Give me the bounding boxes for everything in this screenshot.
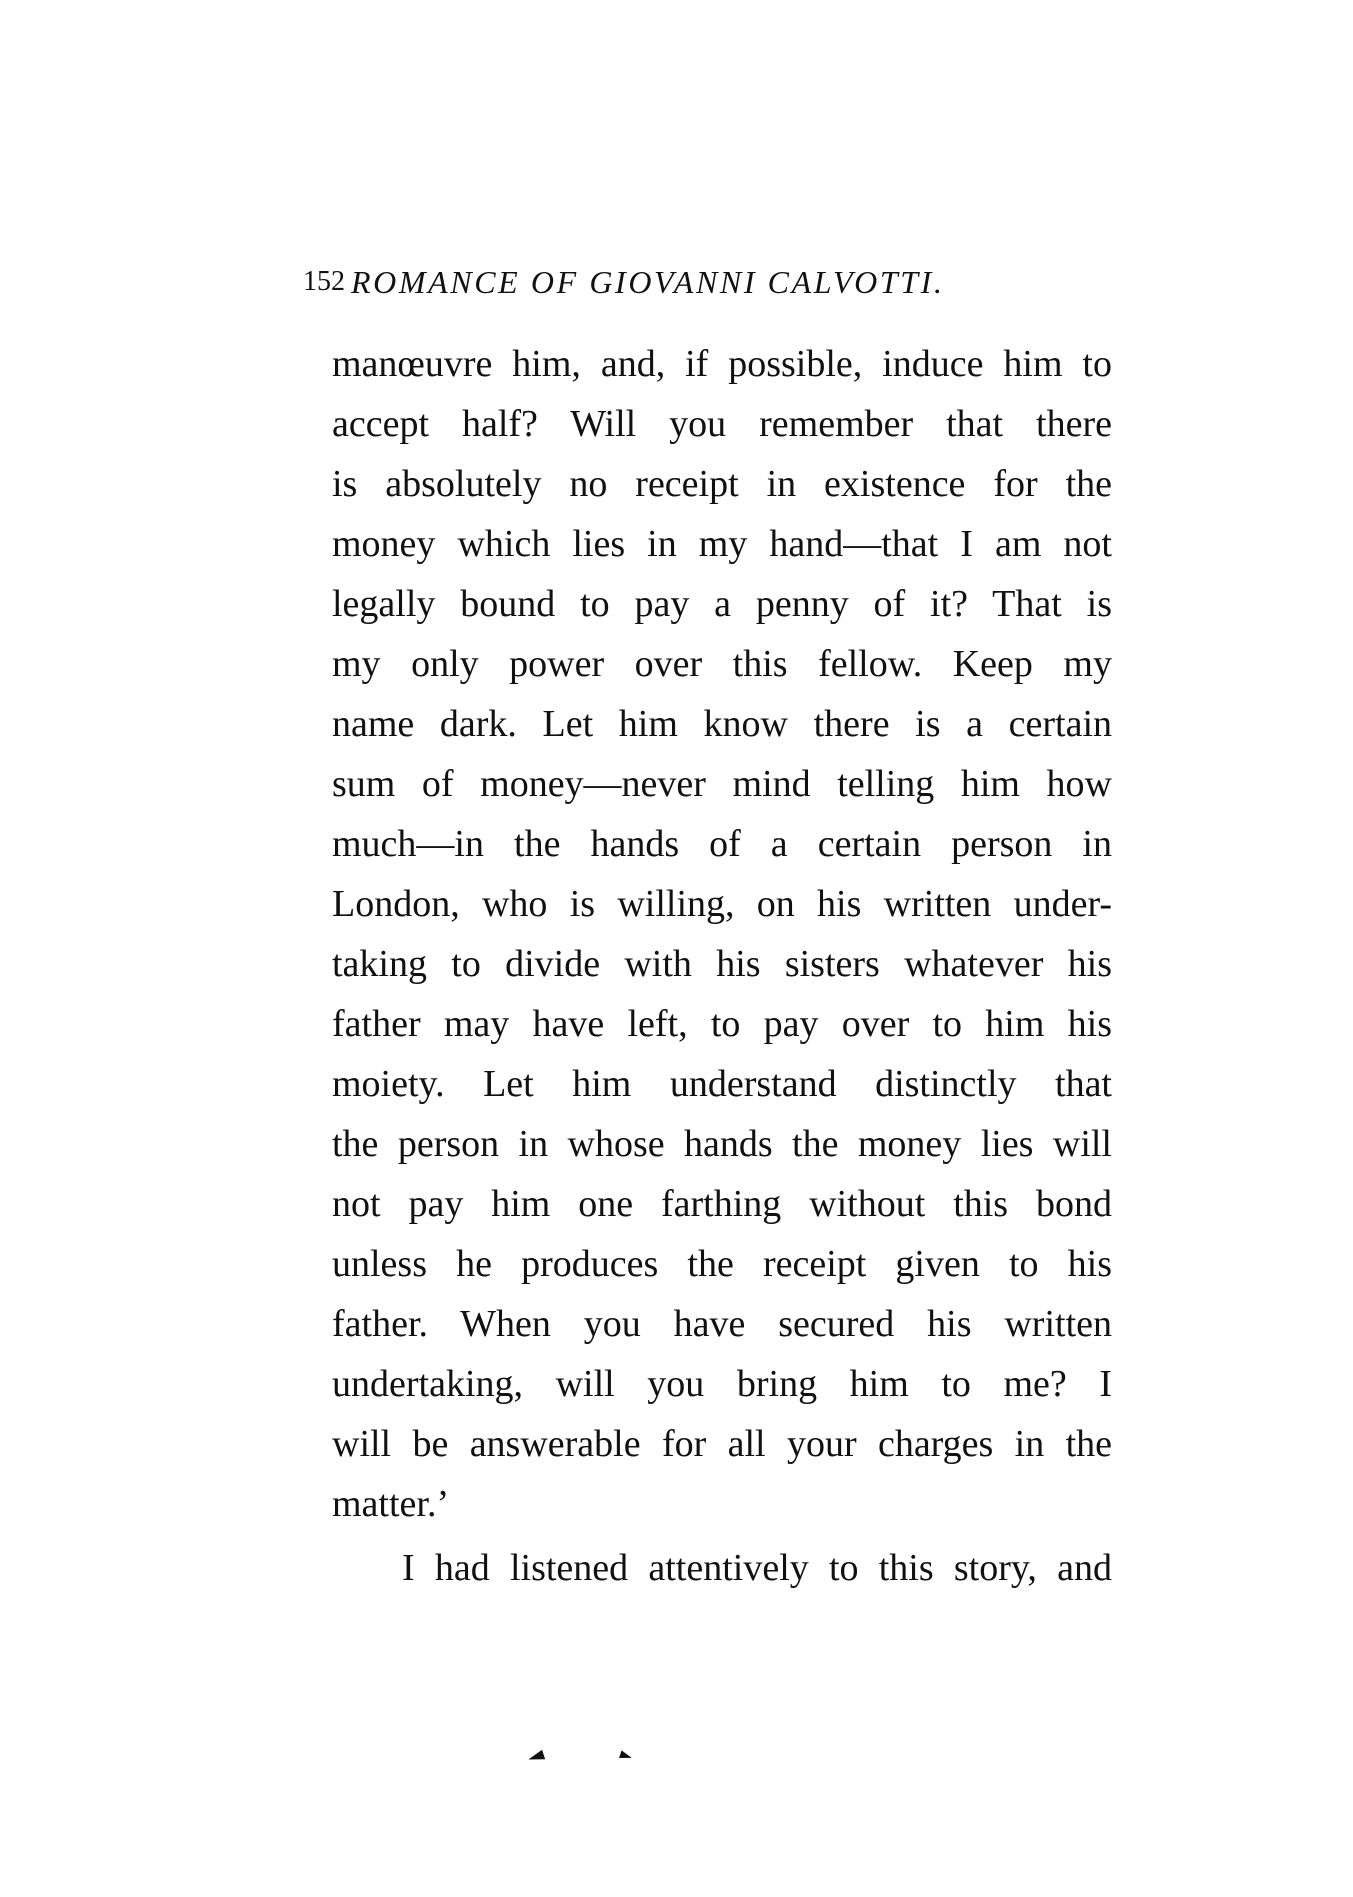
text-line: London, who is willing, on his written under- <box>332 883 1112 925</box>
text-line: sum of money—never mind telling him how <box>332 763 1112 805</box>
body-text <box>332 334 1112 1598</box>
text-line: is absolutely no receipt in existence for the <box>332 463 1112 505</box>
text-line: my only power over this fellow. Keep my <box>332 643 1112 685</box>
text-line: not pay him one farthing without this bond <box>332 1183 1112 1225</box>
text-line: name dark. Let him know there is a certain <box>332 703 1112 745</box>
text-line: money which lies in my hand—that I am not <box>332 523 1112 565</box>
paragraph-first-line: I had listened attentively to this story, and <box>402 1547 1112 1589</box>
running-title: ROMANCE OF GIOVANNI CALVOTTI. <box>351 264 945 300</box>
text-line: much—in the hands of a certain person in <box>332 823 1112 865</box>
text-line: will be answerable for all your charges in the <box>332 1423 1112 1465</box>
running-head <box>303 262 1063 302</box>
text-line: father may have left, to pay over to him his <box>332 1003 1112 1045</box>
text-line: moiety. Let him understand distinctly that <box>332 1063 1112 1105</box>
text-line: undertaking, will you bring him to me? I <box>332 1363 1112 1405</box>
text-line: the person in whose hands the money lies will <box>332 1123 1112 1165</box>
text-line: taking to divide with his sisters whatever his <box>332 943 1112 985</box>
text-line: accept half? Will you remember that there <box>332 403 1112 445</box>
text-line: unless he produces the receipt given to his <box>332 1243 1112 1285</box>
ink-mark-left <box>527 1750 545 1764</box>
text-line: manœuvre him, and, if possible, induce him to <box>332 343 1112 385</box>
ink-mark-right <box>619 1750 633 1761</box>
text-line: father. When you have secured his written <box>332 1303 1112 1345</box>
page-number: 152 <box>303 266 345 297</box>
text-line: legally bound to pay a penny of it? That is <box>332 583 1112 625</box>
text-line: matter.’ <box>332 1483 450 1525</box>
